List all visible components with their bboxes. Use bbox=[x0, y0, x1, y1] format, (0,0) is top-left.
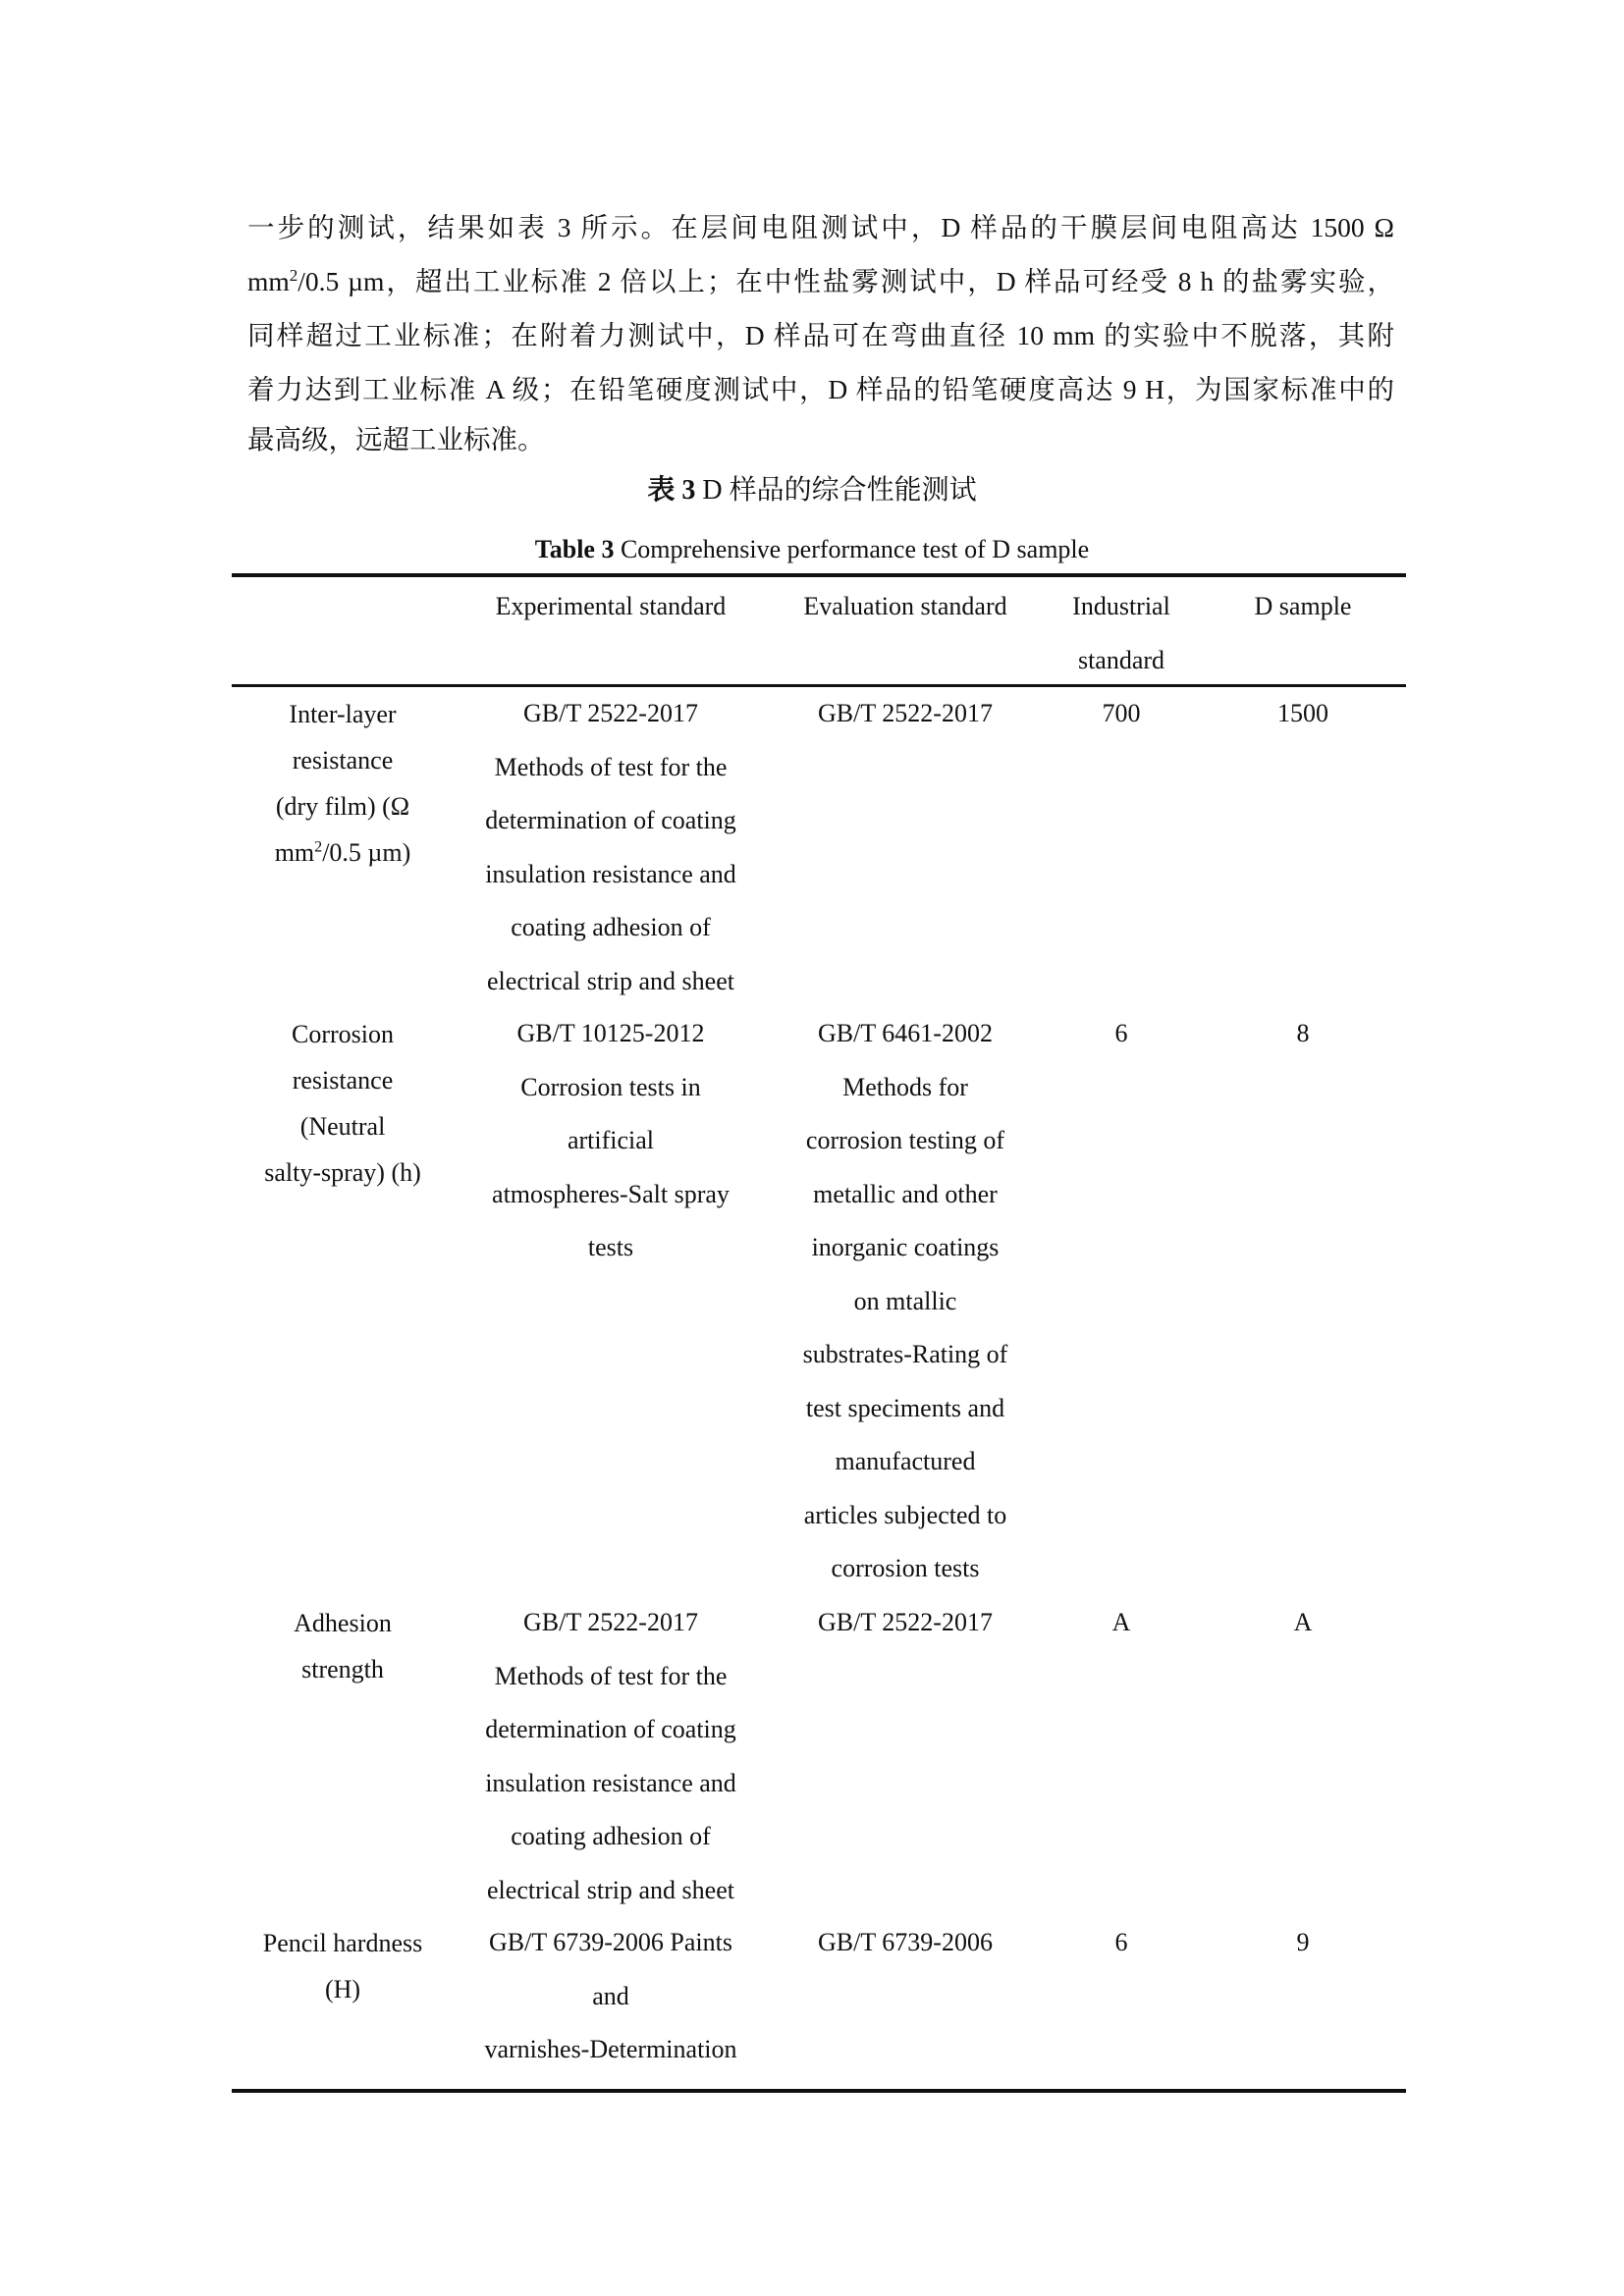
evaluation-standard-line: GB/T 2522-2017 bbox=[818, 699, 993, 727]
d-sample-pencil-hardness: 9 bbox=[1296, 1928, 1310, 1956]
experimental-standard-line: and bbox=[592, 1981, 629, 2010]
evaluation-standard-line: Methods for bbox=[842, 1072, 968, 1101]
row-label-unit: mm bbox=[274, 838, 315, 867]
experimental-standard-line: electrical strip and sheet bbox=[487, 1875, 734, 1904]
evaluation-standard-corrosion-resistance bbox=[768, 1007, 1043, 1596]
table-caption-cn bbox=[0, 471, 1624, 510]
evaluation-standard-line: corrosion testing of bbox=[805, 1126, 1005, 1154]
experimental-standard-line: Methods of test for the bbox=[494, 1661, 728, 1690]
row-label-line: resistance bbox=[292, 1066, 394, 1095]
experimental-standard-line: artificial bbox=[567, 1126, 655, 1154]
paragraph-line-2 bbox=[247, 262, 1394, 301]
industrial-standard-pencil-hardness: 6 bbox=[1114, 1928, 1128, 1956]
header-experimental-standard: Experimental standard bbox=[495, 592, 727, 620]
header-industrial-standard bbox=[1043, 580, 1200, 687]
evaluation-standard-line: GB/T 6461-2002 bbox=[818, 1019, 993, 1047]
experimental-standard-line: atmospheres-Salt spray bbox=[492, 1179, 730, 1208]
row-label-line: (Neutral bbox=[299, 1112, 386, 1141]
paragraph-line-1: 一步的测试，结果如表 3 所示。在层间电阻测试中，D 样品的干膜层间电阻高达 1500 Ω bbox=[247, 212, 1394, 242]
header-industrial-line-1: Industrial bbox=[1072, 592, 1170, 620]
table-bottom-rule bbox=[232, 2089, 1406, 2093]
evaluation-standard-line: manufactured bbox=[835, 1447, 976, 1475]
experimental-standard-pencil-hardness bbox=[454, 1916, 768, 2077]
row-label-line: Adhesion bbox=[294, 1609, 392, 1637]
experimental-standard-line: GB/T 10125-2012 bbox=[516, 1019, 705, 1047]
paragraph-line-2-text: /0.5 µm，超出工业标准 2 倍以上；在中性盐雾测试中，D 样品可经受 8 h 的盐雾实验， bbox=[298, 266, 1394, 296]
evaluation-standard-pencil-hardness bbox=[768, 1916, 1043, 1970]
evaluation-standard-inter-layer-resistance bbox=[768, 687, 1043, 741]
table-caption-cn-text: D 样品的综合性能测试 bbox=[695, 475, 977, 506]
table-caption-en-label: Table 3 bbox=[534, 535, 615, 563]
experimental-standard-line: tests bbox=[587, 1233, 634, 1261]
table-caption-en-text: Comprehensive performance test of D sample bbox=[614, 535, 1090, 563]
experimental-standard-line: GB/T 6739-2006 Paints bbox=[489, 1928, 732, 1956]
row-label-line: strength bbox=[301, 1655, 384, 1683]
experimental-standard-corrosion-resistance bbox=[454, 1007, 768, 1275]
header-d-sample: D sample bbox=[1254, 592, 1352, 620]
evaluation-standard-line: test speciments and bbox=[805, 1393, 1005, 1422]
evaluation-standard-line: GB/T 6739-2006 bbox=[818, 1928, 993, 1956]
row-label-line: (dry film) (Ω bbox=[275, 792, 410, 821]
row-label-pencil-hardness bbox=[232, 1920, 454, 2012]
paragraph-line-2-superscript: 2 bbox=[289, 265, 298, 285]
row-label-line: Corrosion bbox=[292, 1020, 394, 1048]
evaluation-standard-line: GB/T 2522-2017 bbox=[818, 1608, 993, 1636]
row-label-adhesion-strength bbox=[232, 1600, 454, 1692]
experimental-standard-line: GB/T 2522-2017 bbox=[523, 699, 698, 727]
table-caption-en bbox=[0, 530, 1624, 569]
d-sample-corrosion-resistance: 8 bbox=[1296, 1019, 1310, 1047]
row-label-unit-suffix: /0.5 µm) bbox=[322, 838, 411, 867]
header-industrial-line-2: standard bbox=[1077, 645, 1165, 674]
industrial-standard-adhesion-strength: A bbox=[1111, 1608, 1131, 1636]
evaluation-standard-line: on mtallic bbox=[853, 1286, 957, 1315]
evaluation-standard-line: corrosion tests bbox=[831, 1554, 980, 1582]
row-label-unit-line bbox=[232, 829, 454, 876]
experimental-standard-line: coating adhesion of bbox=[511, 1822, 711, 1850]
experimental-standard-inter-layer-resistance bbox=[454, 687, 768, 1008]
paragraph-line-2-unit: mm bbox=[247, 266, 290, 296]
paragraph-line-4: 着力达到工业标准 A 级；在铅笔硬度测试中，D 样品的铅笔硬度高达 9 H，为国家标准中的 bbox=[247, 374, 1394, 404]
row-label-inter-layer-resistance bbox=[232, 691, 454, 876]
industrial-standard-inter-layer-resistance: 700 bbox=[1102, 699, 1141, 727]
row-label-line: resistance bbox=[292, 746, 394, 774]
experimental-standard-line: insulation resistance and bbox=[485, 1768, 736, 1797]
experimental-standard-line: Methods of test for the bbox=[494, 752, 728, 781]
experimental-standard-line: insulation resistance and bbox=[485, 859, 736, 888]
evaluation-standard-line: articles subjected to bbox=[803, 1500, 1007, 1529]
d-sample-adhesion-strength: A bbox=[1293, 1608, 1313, 1636]
evaluation-standard-line: metallic and other bbox=[813, 1179, 998, 1208]
experimental-standard-line: Corrosion tests in bbox=[520, 1072, 701, 1101]
row-label-corrosion-resistance bbox=[232, 1011, 454, 1196]
experimental-standard-line: coating adhesion of bbox=[511, 913, 711, 941]
row-label-line: Pencil hardness bbox=[262, 1929, 423, 1957]
table-top-rule bbox=[232, 573, 1406, 577]
table-caption-cn-label: 表 3 bbox=[647, 475, 696, 506]
industrial-standard-corrosion-resistance: 6 bbox=[1114, 1019, 1128, 1047]
d-sample-inter-layer-resistance: 1500 bbox=[1277, 699, 1328, 727]
experimental-standard-line: determination of coating bbox=[485, 806, 736, 834]
paragraph-line-3: 同样超过工业标准；在附着力测试中，D 样品可在弯曲直径 10 mm 的实验中不脱落，其附 bbox=[247, 320, 1394, 350]
evaluation-standard-adhesion-strength bbox=[768, 1596, 1043, 1650]
experimental-standard-line: GB/T 2522-2017 bbox=[523, 1608, 698, 1636]
row-label-line: salty-spray) (h) bbox=[264, 1158, 421, 1187]
evaluation-standard-line: inorganic coatings bbox=[811, 1233, 1000, 1261]
experimental-standard-adhesion-strength bbox=[454, 1596, 768, 1917]
experimental-standard-line: electrical strip and sheet bbox=[487, 966, 734, 995]
row-label-line: (H) bbox=[324, 1975, 361, 2003]
evaluation-standard-line: substrates-Rating of bbox=[802, 1340, 1008, 1368]
experimental-standard-line: determination of coating bbox=[485, 1715, 736, 1743]
row-label-line: Inter-layer bbox=[289, 700, 397, 728]
experimental-standard-line: varnishes-Determination bbox=[484, 2035, 737, 2063]
header-evaluation-standard: Evaluation standard bbox=[803, 592, 1007, 620]
row-label-unit-superscript: 2 bbox=[314, 838, 323, 856]
paragraph-line-5: 最高级，远超工业标准。 bbox=[247, 424, 545, 454]
